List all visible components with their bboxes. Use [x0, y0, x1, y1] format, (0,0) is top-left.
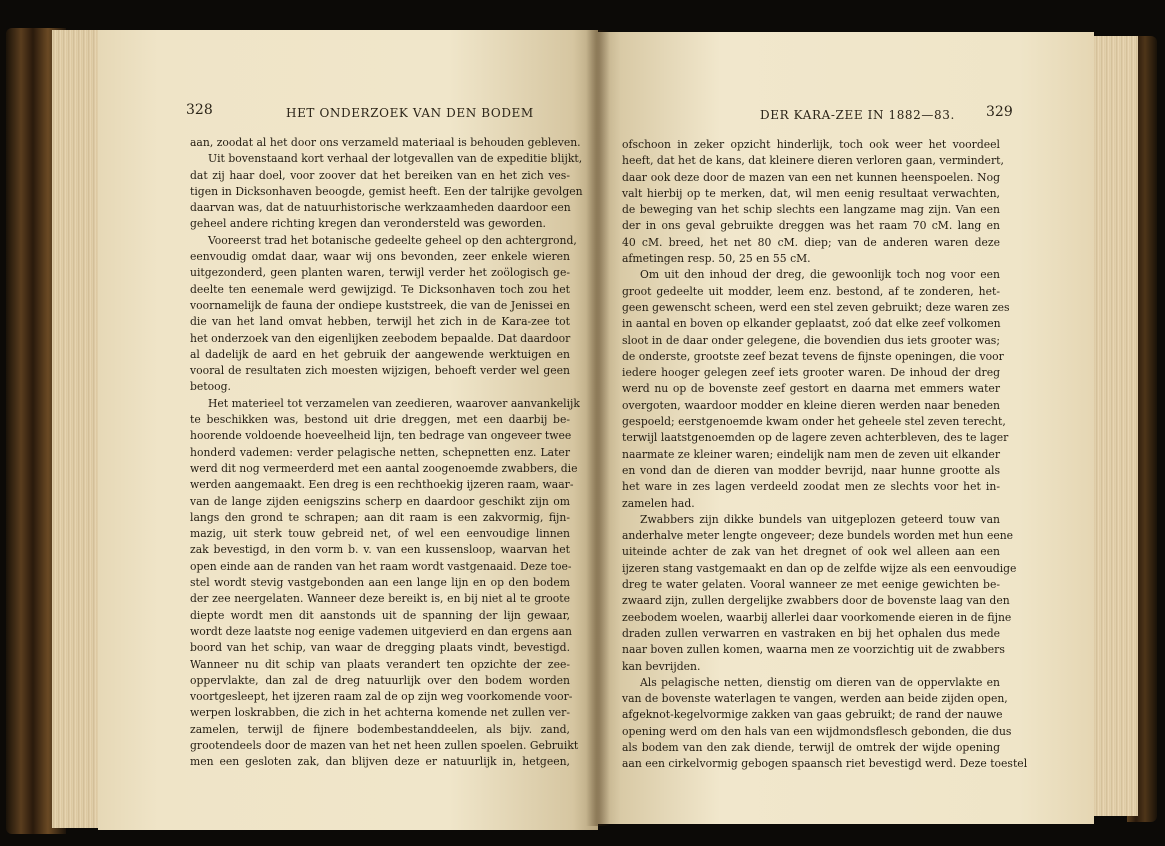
text-line: der in ons geval gebruikte dreggen was het raam 70 cM. lang en [622, 219, 1000, 233]
text-line: die van het land omvat hebben, terwijl het zich in de Kara-zee tot [190, 315, 570, 329]
text-line: afmetingen resp. 50, 25 en 55 cM. [622, 252, 811, 266]
text-line: naarmate ze kleiner waren; eindelijk nam men de zeven uit elkander [622, 447, 1000, 461]
text-line: als bodem van den zak diende, terwijl de omtrek der wijde opening [622, 740, 1000, 754]
text-line: langs den grond te schrapen; aan dit raam is een zakvormig, fijn- [190, 510, 570, 524]
text-line: Wanneer nu dit schip van plaats verandert ten opzichte der zee- [190, 657, 570, 671]
text-line: afgeknot-kegelvormige zakken van gaas gebruikt; de rand der nauwe [622, 708, 1003, 722]
text-line: Het materieel tot verzamelen van zeedieren, waarover aanvankelijk [208, 396, 580, 410]
text-line: zamelen, terwijl de fijnere bodembestanddeelen, als bijv. zand, [190, 722, 570, 736]
text-line: ofschoon in zeker opzicht hinderlijk, toch ook weer het voordeel [622, 138, 1000, 151]
text-line: men een gesloten zak, dan blijven deze er natuurlijk in, hetgeen, [190, 755, 570, 769]
text-line: voornamelijk de fauna der ondiepe kuststreek, die van de Jenissei en [190, 298, 570, 312]
text-line: uiteinde achter de zak van het dregnet of ook wel alleen aan een [622, 545, 1000, 559]
right-body-text [622, 137, 1028, 773]
text-line: gespoeld; eerstgenoemde kwam onder het geheele stel zeven terecht, [622, 415, 1006, 429]
left-page [98, 30, 598, 830]
book-gutter [586, 30, 610, 826]
text-line: te beschikken was, bestond uit drie dreggen, met een daarbij be- [190, 413, 570, 427]
left-body-text [190, 135, 583, 771]
text-line: draden zullen verwarren en vastraken en bij het ophalen dus mede [622, 626, 1000, 640]
text-line: anderhalve meter lengte ongeveer; deze bundels worden met hun eene [622, 529, 1014, 543]
text-line: open einde aan de randen van het raam wordt vastgenaaid. Deze toe- [190, 559, 572, 573]
text-line: zak bevestigd, in den vorm b. v. van een kussensloop, waarvan het [190, 543, 570, 557]
text-line: Zwabbers zijn dikke bundels van uitgeplozen geteerd touw van [640, 512, 1000, 526]
text-line: de onderste, grootste zeef bezat tevens de fijnste openingen, die voor [622, 349, 1004, 363]
text-line: overgoten, waardoor modder en kleine dieren werden naar beneden [622, 398, 1000, 412]
right-page-number: 329 [986, 104, 1013, 120]
text-line: sloot in de daar onder gelegene, die bovendien dus iets grooter was; [622, 333, 1000, 347]
text-line: oppervlakte, dan zal de dreg natuurlijk over den bodem worden [190, 673, 570, 687]
text-line: heeft, dat het de kans, dat kleinere dieren verloren gaan, vermindert, [622, 154, 1004, 168]
text-line: 40 cM. breed, het net 80 cM. diep; van de anderen waren deze [622, 235, 1000, 249]
text-line: eenvoudig omdat daar, waar wij ons bevonden, zeer enkele wieren [190, 250, 570, 264]
text-line: opening werd om den hals van een wijdmondsflesch gebonden, die dus [622, 724, 1012, 738]
text-line: diepte wordt men dit aanstonds uit de spanning der lijn gewaar, [190, 608, 570, 622]
page-edges-right [1090, 36, 1138, 816]
text-line: naar boven zullen komen, waarna men ze voorzichtig uit de zwabbers [622, 643, 1005, 657]
text-line: de beweging van het schip slechts een langzame mag zijn. Van een [622, 203, 1000, 217]
text-line: werd dit nog vermeerderd met een aantal zoogenoemde zwabbers, die [190, 461, 578, 475]
text-line: geen gewenscht scheen, werd een stel zeven gebruikt; deze waren zes [622, 300, 1010, 314]
text-line: iedere hooger gelegen zeef iets grooter waren. De inhoud der dreg [622, 366, 1000, 380]
text-line: daar ook deze door de mazen van een net kunnen heenspoelen. Nog [622, 170, 1000, 184]
text-line: in aantal en boven op elkander geplaatst, zoó dat elke zeef volkomen [622, 317, 1001, 331]
text-line: het onderzoek van den eigenlijken zeebodem bepaalde. Dat daardoor [190, 331, 571, 345]
text-line: het ware in zes lagen verdeeld zoodat men ze slechts voor het in- [622, 480, 1000, 494]
page-edges-left [52, 30, 102, 828]
text-line: wordt deze laatste nog eenige vademen uitgevierd en dan ergens aan [190, 624, 572, 638]
text-line: werd nu op de bovenste zeef gestort en daarna met emmers water [622, 382, 1000, 396]
text-line: voortgesleept, het ijzeren raam zal de op zijn weg voorkomende voor- [190, 690, 573, 704]
text-line: der zee neergelaten. Wanneer deze bereikt is, en bij niet al te groote [190, 592, 570, 606]
text-line: geheel andere richting kregen dan verondersteld was geworden. [190, 217, 546, 231]
text-line: zamelen had. [622, 496, 695, 510]
text-line: boord van het schip, van waar de dregging plaats vindt, bevestigd. [190, 641, 570, 655]
text-line: tigen in Dicksonhaven beoogde, gemist heeft. Een der talrijke gevolgen [190, 184, 583, 198]
text-line: grootendeels door de mazen van het net heen zullen spoelen. Gebruikt [190, 738, 579, 752]
text-line: hoorende voldoende hoeveelheid lijn, ten bedrage van ongeveer twee [190, 429, 572, 443]
text-line: aan een cirkelvormig gebogen spaansch riet bevestigd werd. Deze toestel [622, 757, 1028, 771]
left-running-head: HET ONDERZOEK VAN DEN BODEM [286, 106, 534, 120]
text-line: honderd vademen: verder pelagische netten, schepnetten enz. Later [190, 445, 570, 459]
text-line: en vond dan de dieren van modder bevrijd, naar hunne grootte als [622, 463, 1000, 477]
text-line: deelte ten eenemale werd gewijzigd. Te Dicksonhaven toch zou het [190, 282, 570, 296]
text-line: Als pelagische netten, dienstig om dieren van de oppervlakte en [640, 675, 1000, 689]
text-line: zwaard zijn, zullen dergelijke zwabbers door de bovenste laag van den [622, 594, 1010, 608]
text-line: Om uit den inhoud der dreg, die gewoonlijk toch nog voor een [640, 268, 1000, 282]
text-line: van de bovenste waterlagen te vangen, werden aan beide zijden open, [622, 692, 1008, 706]
right-running-head: DER KARA-ZEE IN 1882—83. [760, 108, 955, 122]
text-line: valt hierbij op te merken, dat, wil men eenig resultaat verwachten, [622, 186, 1000, 200]
left-page-number: 328 [186, 102, 213, 118]
text-line: mazig, uit sterk touw gebreid net, of wel een eenvoudige linnen [190, 527, 570, 541]
text-line: Uit bovenstaand kort verhaal der lotgevallen van de expeditie blijkt, [208, 152, 583, 166]
text-line: groot gedeelte uit modder, leem enz. bestond, af te zonderen, het- [622, 284, 1000, 298]
text-line: betoog. [190, 380, 231, 394]
text-line: terwijl laatstgenoemden op de lagere zeven achterbleven, des te lager [622, 431, 1009, 445]
text-line: daarvan was, dat de natuurhistorische werkzaamheden daardoor een [190, 201, 571, 215]
text-line: zeebodem woelen, waarbij allerlei daar voorkomende eieren in de fijne [622, 610, 1012, 624]
text-line: dat zij haar doel, voor zoover dat het bereiken van en het zich ves- [190, 168, 570, 182]
text-line: uitgezonderd, geen planten waren, terwijl verder het zoölogisch ge- [190, 266, 570, 280]
text-line: werden aangemaakt. Een dreg is een rechthoekig ijzeren raam, waar- [190, 478, 574, 492]
text-line: al dadelijk de aard en het gebruik der aangewende werktuigen en [190, 347, 570, 361]
text-line: werpen loskrabben, die zich in het achterna komende net zullen ver- [190, 706, 570, 720]
text-line: aan, zoodat al het door ons verzameld materiaal is behouden gebleven. [190, 136, 581, 149]
text-line: ijzeren stang vastgemaakt en dan op de zelfde wijze als een eenvoudige [622, 561, 1017, 575]
text-line: dreg te water gelaten. Vooral wanneer ze met eenige gewichten be- [622, 578, 1000, 592]
text-line: kan bevrijden. [622, 659, 701, 673]
text-line: stel wordt stevig vastgebonden aan een lange lijn en op den bodem [190, 576, 570, 590]
right-page [596, 32, 1094, 824]
text-line: van de lange zijden eenigszins scherp en daardoor geschikt zijn om [190, 494, 570, 508]
text-line: Vooreerst trad het botanische gedeelte geheel op den achtergrond, [208, 233, 577, 247]
text-line: vooral de resultaten zich moesten wijzigen, behoeft verder wel geen [190, 364, 570, 378]
